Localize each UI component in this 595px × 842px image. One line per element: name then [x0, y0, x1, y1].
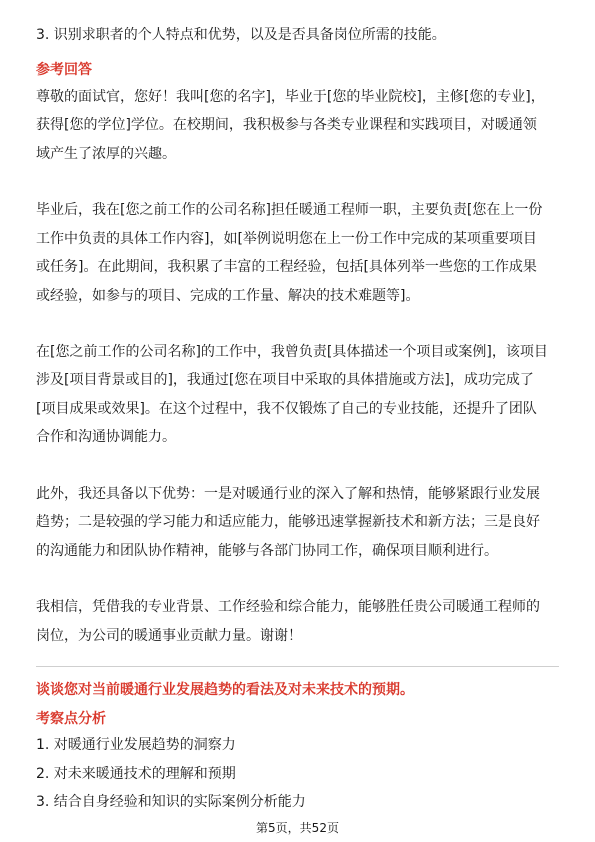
section-divider: [36, 666, 559, 667]
analysis-point: 2. 对未来暖通技术的理解和预期: [36, 766, 236, 782]
answer-line: 我相信，凭借我的专业背景、工作经验和综合能力，能够胜任贵公司暖通工程师的: [36, 599, 540, 615]
question-title: 谈谈您对当前暖通行业发展趋势的看法及对未来技术的预期。: [36, 682, 414, 698]
answer-line: 合作和沟通协调能力。: [36, 429, 176, 445]
answer-line: 获得[您的学位]学位。在校期间，我积极参与各类专业课程和实践项目，对暖通领: [36, 117, 537, 133]
answer-line: [项目成果或效果]。在这个过程中，我不仅锻炼了自己的专业技能，还提升了团队: [36, 401, 537, 417]
analysis-heading: 考察点分析: [36, 711, 106, 727]
answer-line: 毕业后，我在[您之前工作的公司名称]担任暖通工程师一职，主要负责[您在上一份: [36, 202, 543, 218]
answer-line: 的沟通能力和团队协作精神，能够与各部门协同工作，确保项目顺利进行。: [36, 543, 498, 559]
answer-line: 尊敬的面试官，您好！我叫[您的名字]，毕业于[您的毕业院校]，主修[您的专业]，: [36, 89, 545, 105]
analysis-point: 3. 结合自身经验和知识的实际案例分析能力: [36, 794, 306, 810]
answer-line: 此外，我还具备以下优势：一是对暖通行业的深入了解和热情，能够紧跟行业发展: [36, 486, 540, 502]
answer-line: 在[您之前工作的公司名称]的工作中，我曾负责[具体描述一个项目或案例]，该项目: [36, 344, 548, 360]
answer-line: 趋势；二是较强的学习能力和适应能力，能够迅速掌握新技术和新方法；三是良好: [36, 514, 540, 530]
answer-line: 或任务]。在此期间，我积累了丰富的工程经验，包括[具体列举一些您的工作成果: [36, 259, 537, 275]
answer-line: 域产生了浓厚的兴趣。: [36, 146, 176, 162]
answer-line: 或经验，如参与的项目、完成的工作量、解决的技术难题等]。: [36, 288, 420, 304]
prev-analysis-point: 3. 识别求职者的个人特点和优势，以及是否具备岗位所需的技能。: [36, 27, 446, 43]
answer-line: 涉及[项目背景或目的]，我通过[您在项目中采取的具体措施或方法]，成功完成了: [36, 372, 534, 388]
answer-line: 工作中负责的具体工作内容]，如[举例说明您在上一份工作中完成的某项重要项目: [36, 231, 537, 247]
page-number: 第5页，共52页: [256, 821, 339, 835]
answer-line: 岗位，为公司的暖通事业贡献力量。谢谢！: [36, 628, 302, 644]
analysis-point: 1. 对暖通行业发展趋势的洞察力: [36, 737, 236, 753]
answer-heading: 参考回答: [36, 62, 92, 78]
